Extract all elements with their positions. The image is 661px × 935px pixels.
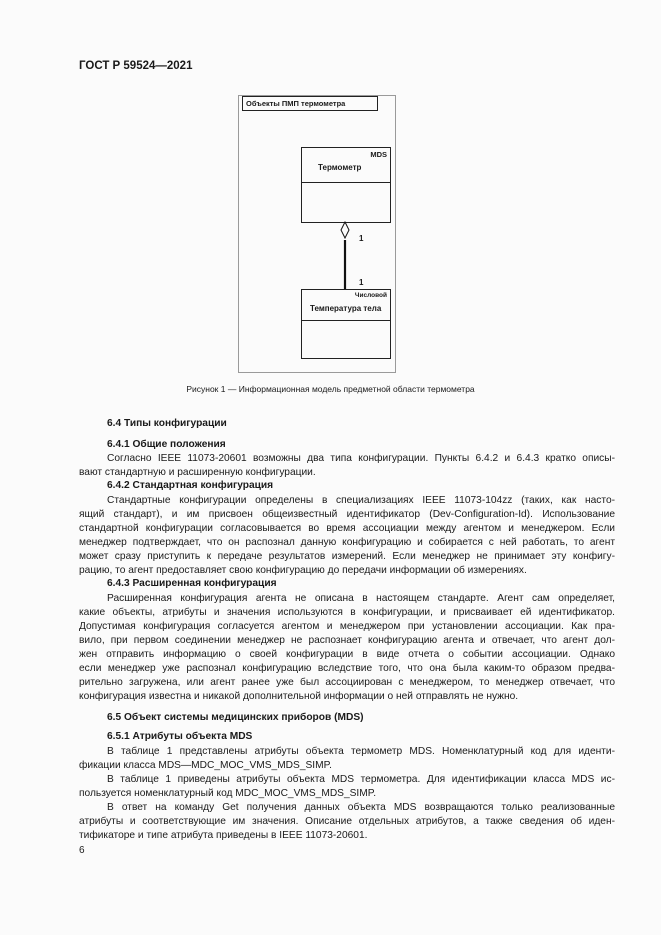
- paragraph-line: конфигурация известна и никакой дополнительной информации о ней отправлять не нужно.: [79, 691, 519, 702]
- numeric-class-box: [301, 289, 391, 359]
- paragraph-line: В таблице 1 приведены атрибуты объекта MDS термометра. Для идентификации класса MDS ис-: [107, 774, 615, 785]
- paragraph-line: рацию, то агент предоставляет свою конфигурацию до передачи информации об измерениях.: [79, 565, 527, 576]
- section-6-4-3-heading: 6.4.3 Расширенная конфигурация: [107, 578, 277, 589]
- section-6-4-heading: 6.4 Типы конфигурации: [107, 418, 227, 429]
- numeric-class-name: Температура тела: [310, 304, 382, 313]
- paragraph-line: тификаторе и типе атрибута приведены в IEEE 11073-20601.: [79, 830, 368, 841]
- paragraph-line: Стандартные конфигурации определены в специализациях IEEE 11073-104zz (таких, как насто-: [107, 495, 615, 506]
- section-6-4-1-heading: 6.4.1 Общие положения: [107, 439, 226, 450]
- mds-class-box: [301, 147, 391, 223]
- document-header: ГОСТ Р 59524—2021: [79, 60, 193, 72]
- paragraph-line: рительно загружена, или агент ранее уже был ассоциирован с менеджером, то менеджер отвечает, что: [79, 677, 615, 688]
- paragraph-line: Допустимая конфигурация согласуется агентом и менеджером при установлении ассоциации. Как пра-: [79, 621, 615, 632]
- paragraph-line: Расширенная конфигурация агента не описана в настоящем стандарте. Агент сам определяет,: [107, 593, 615, 604]
- paragraph-line: пользуется номенклатурный код MDC_MOC_VMS_MDS_SIMP.: [79, 788, 377, 799]
- multiplicity-top: 1: [359, 234, 364, 243]
- aggregation-connector: [335, 218, 355, 293]
- page-number: 6: [79, 845, 85, 856]
- section-6-4-2-heading: 6.4.2 Стандартная конфигурация: [107, 480, 274, 491]
- package-label: Объекты ПМП термометра: [242, 96, 378, 111]
- mds-class-name: Термометр: [318, 163, 362, 172]
- paragraph-line: если менеджер уже распознал конфигурацию вследствие того, что она была каким-то образом предва-: [79, 663, 615, 674]
- paragraph-line: атрибуты и соответствующие им значения. Описание отдельных атрибутов, а также сведения об иден-: [79, 816, 615, 827]
- paragraph-line: жен отправить информацию о своей конфигурации в виде отчета о событии ассоциации. Однако: [79, 649, 615, 660]
- paragraph-line: какие объекты, атрибуты и значения используются в конфигурации, и присваивает ей идентификатор.: [79, 607, 615, 618]
- paragraph-line: Согласно IEEE 11073-20601 возможны два типа конфигурации. Пункты 6.4.2 и 6.4.3 кратко описы-: [107, 453, 615, 464]
- paragraph-line: стандартной конфигурации согласовывается во время ассоциации между агентом и менеджером. Если: [79, 523, 615, 534]
- mds-class-divider: [302, 182, 390, 183]
- numeric-stereotype: Числовой: [354, 292, 387, 299]
- multiplicity-bottom: 1: [359, 278, 364, 287]
- paragraph-line: В ответ на команду Get получения данных объекта MDS возвращаются только реализованные: [107, 802, 615, 813]
- section-6-5-1-heading: 6.5.1 Атрибуты объекта MDS: [107, 731, 253, 742]
- paragraph-line: В таблице 1 представлены атрибуты объекта термометр MDS. Номенклатурный код для иденти-: [107, 746, 615, 757]
- paragraph-line: вило, при первом соединении менеджер не распознает конфигурацию агента и отвечает, что агент дол-: [79, 635, 615, 646]
- mds-stereotype: MDS: [370, 150, 387, 159]
- figure-caption: Рисунок 1 — Информационная модель предметной области термометра: [186, 384, 475, 394]
- paragraph-line: вают стандартную и расширенную конфигурации.: [79, 467, 316, 478]
- section-6-5-heading: 6.5 Объект системы медицинских приборов (MDS): [107, 712, 364, 723]
- paragraph-line: может сразу приступить к передаче результатов измерений. Если менеджер не принимает эту конфигу-: [79, 551, 615, 562]
- paragraph-line: фикации класса MDS—MDC_MOC_VMS_MDS_SIMP.: [79, 760, 332, 771]
- paragraph-line: ящий стандарт), и им присвоен общеизвестный идентификатор (Dev-Configuration-Id). Использование: [79, 509, 615, 520]
- numeric-class-divider: [302, 320, 390, 321]
- paragraph-line: менеджер подтверждает, что он распознал данную конфигурацию и собирается с ней работать, то агент: [79, 537, 615, 548]
- aggregation-diamond-icon: [341, 222, 349, 238]
